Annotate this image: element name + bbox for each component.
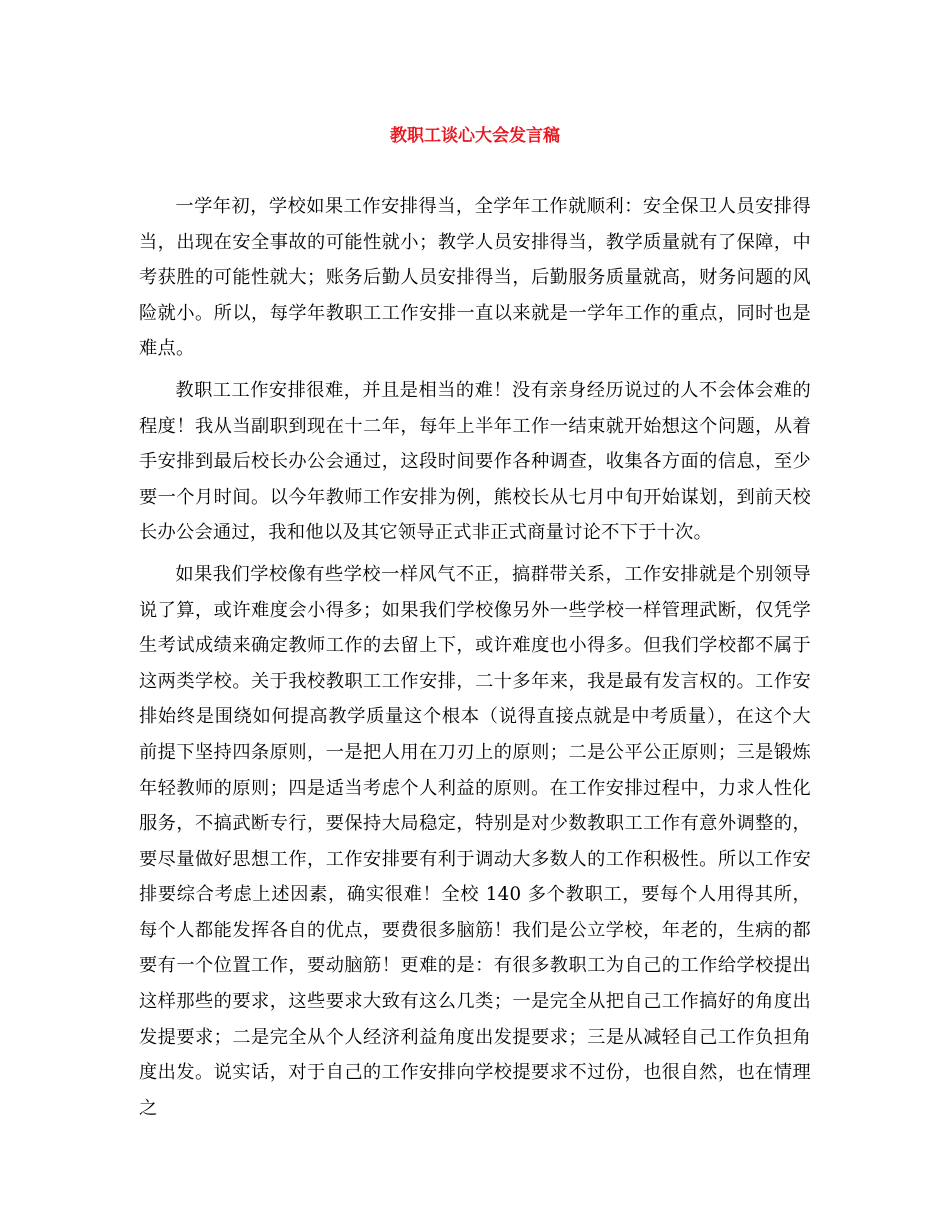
paragraph-1: 一学年初，学校如果工作安排得当，全学年工作就顺利：安全保卫人员安排得当，出现在安全事故的可能性就小；教学人员安排得当，教学质量就有了保障，中考获胜的可能性就大；账务后勤人员安排得当，后勤服务质量就高，财务问题的风险就小。所以，每学年教职工工作安排一直以来就是一学年工作的重点，同时也是难点。: [139, 196, 811, 360]
page-title: 教职工谈心大会发言稿: [390, 126, 560, 146]
paragraph-3: 如果我们学校像有些学校一样风气不正，搞群带关系，工作安排就是个别领导说了算，或许难度会小得多；如果我们学校像另外一些学校一样管理武断，仅凭学生考试成绩来确定教师工作的去留上下，或许难度也小得多。但我们学校都不属于这两类学校。关于我校教职工工作安排，二十多年来，我是最有发言权的。工作安排始终是围绕如何提高教学质量这个根本（说得直接点就是中考质量），在这个大前提下坚持四条原则，一是把人用在刀刃上的原则；二是公平公正原则；三是锻炼年轻教师的原则；四是适当考虑个人利益的原则。在工作安排过程中，力求人性化服务，不搞武断专行，要保持大局稳定，特别是对少数教职工工作有意外调整的，要尽量做好思想工作，工作安排要有利于调动大多数人的工作积极性。所以工作安排要综合考虑上述因素，确实很难！全校 140 多个教职工，要每个人用得其所，每个人都能发挥各自的优点，要费很多脑筋！我们是公立学校，年老的，生病的都要有一个位置工作，要动脑筋！更难的是：有很多教职工为自己的工作给学校提出这样那些的要求，这些要求大致有这么几类；一是完全从把自己工作搞好的角度出发提要求；二是完全从个人经济利益角度出发提要求；三是从减轻自己工作负担角度出发。说实话，对于自己的工作安排向学校提要求不过份，也很自然，也在情理之: [139, 563, 811, 1119]
document-body: [139, 189, 811, 1132]
paragraph-2: 教职工工作安排很难，并且是相当的难！没有亲身经历说过的人不会体会难的程度！我从当副职到现在十二年，每年上半年工作一结束就开始想这个问题，从着手安排到最后校长办公会通过，这段时间要作各种调查，收集各方面的信息，至少要一个月时间。以今年教师工作安排为例，熊校长从七月中旬开始谋划，到前天校长办公会通过，我和他以及其它领导正式非正式商量讨论不下于十次。: [139, 379, 811, 544]
